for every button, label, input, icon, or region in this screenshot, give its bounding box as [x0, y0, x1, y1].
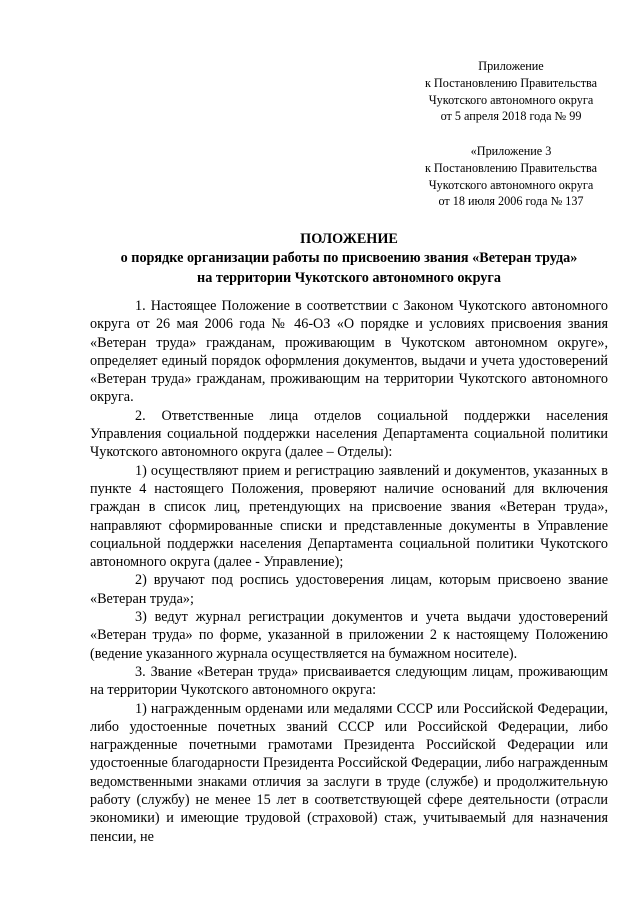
appendix-line: «Приложение 3	[470, 144, 552, 158]
appendix-line: к Постановлению Правительства	[424, 75, 598, 90]
paragraph-2-item-3: 3) ведут журнал регистрации документов и учета выдачи удостоверений «Ветеран труда» по форме, указанной в приложении 2 к настоящему Положению (ведение указанного журнала осуществляется на бумажном носителе).	[90, 609, 608, 662]
document-title: ПОЛОЖЕНИЕ	[300, 231, 398, 247]
appendix-line: от 5 апреля 2018 года № 99	[440, 109, 582, 124]
appendix-line: Чукотского автономного округа	[428, 177, 594, 192]
appendix-line: Приложение	[478, 59, 544, 73]
appendix-header-original	[386, 143, 636, 210]
paragraph-2-item-2: 2) вручают под роспись удостоверения лицам, которым присвоено звание «Ветеран труда»;	[90, 572, 608, 607]
paragraph-1: 1. Настоящее Положение в соответствии с Законом Чукотского автономного округа от 26 мая 2006 года № 46-ОЗ «О порядке и условиях присвоения звания «Ветеран труда» гражданам, проживающим в Чукотском автономном округе», определяет единый порядок оформления документов, выдачи и учета удостоверений «Ветеран труда» гражданам, проживающим на территории Чукотского автономного округа.	[90, 298, 608, 406]
paragraph-2-item-1: 1) осуществляют прием и регистрацию заявлений и документов, указанных в пункте 4 настоящего Положения, проверяют наличие оснований для включения граждан в список лиц, претендующих на присвоение звания «Ветеран труда», направляют сформированные списки и представленные документы в Управление социальной поддержки населения Департамента социальной политики Чукотского автономного округа (далее - Управление);	[90, 462, 608, 571]
document-subtitle: о порядке организации работы по присвоению звания «Ветеран труда»	[120, 250, 578, 267]
paragraph-2: 2. Ответственные лица отделов социальной поддержки населения Управления социальной поддержки населения Департамента социальной политики Чукотского автономного округа (далее – Отделы):	[90, 407, 608, 461]
document-body	[90, 297, 608, 846]
appendix-line: к Постановлению Правительства	[424, 160, 598, 175]
document-heading	[90, 230, 608, 288]
paragraph-3-item-1: 1) награжденным орденами или медалями СССР или Российской Федерации, либо удостоенные почетных званий СССР или Российской Федерации, либо награжденные почетными грамотами Президента Российской Федерации или удостоенные благодарности Президента Российской Федерации, либо награжденным ведомственными знаками отличия за заслуги в труде (службе) и продолжительную работу (службу) не менее 15 лет в соответствующей сфере деятельности (отрасли экономики) и имеющие трудовой (страховой) стаж, учитываемый для назначения пенсии, не	[90, 700, 608, 845]
appendix-line: Чукотского автономного округа	[428, 92, 594, 107]
appendix-line: от 18 июля 2006 года № 137	[438, 194, 584, 209]
document-subtitle: на территории Чукотского автономного округа	[197, 269, 501, 286]
paragraph-3: 3. Звание «Ветеран труда» присваивается следующим лицам, проживающим на территории Чукотского автономного округа:	[90, 663, 608, 699]
appendix-header-current	[386, 58, 636, 125]
